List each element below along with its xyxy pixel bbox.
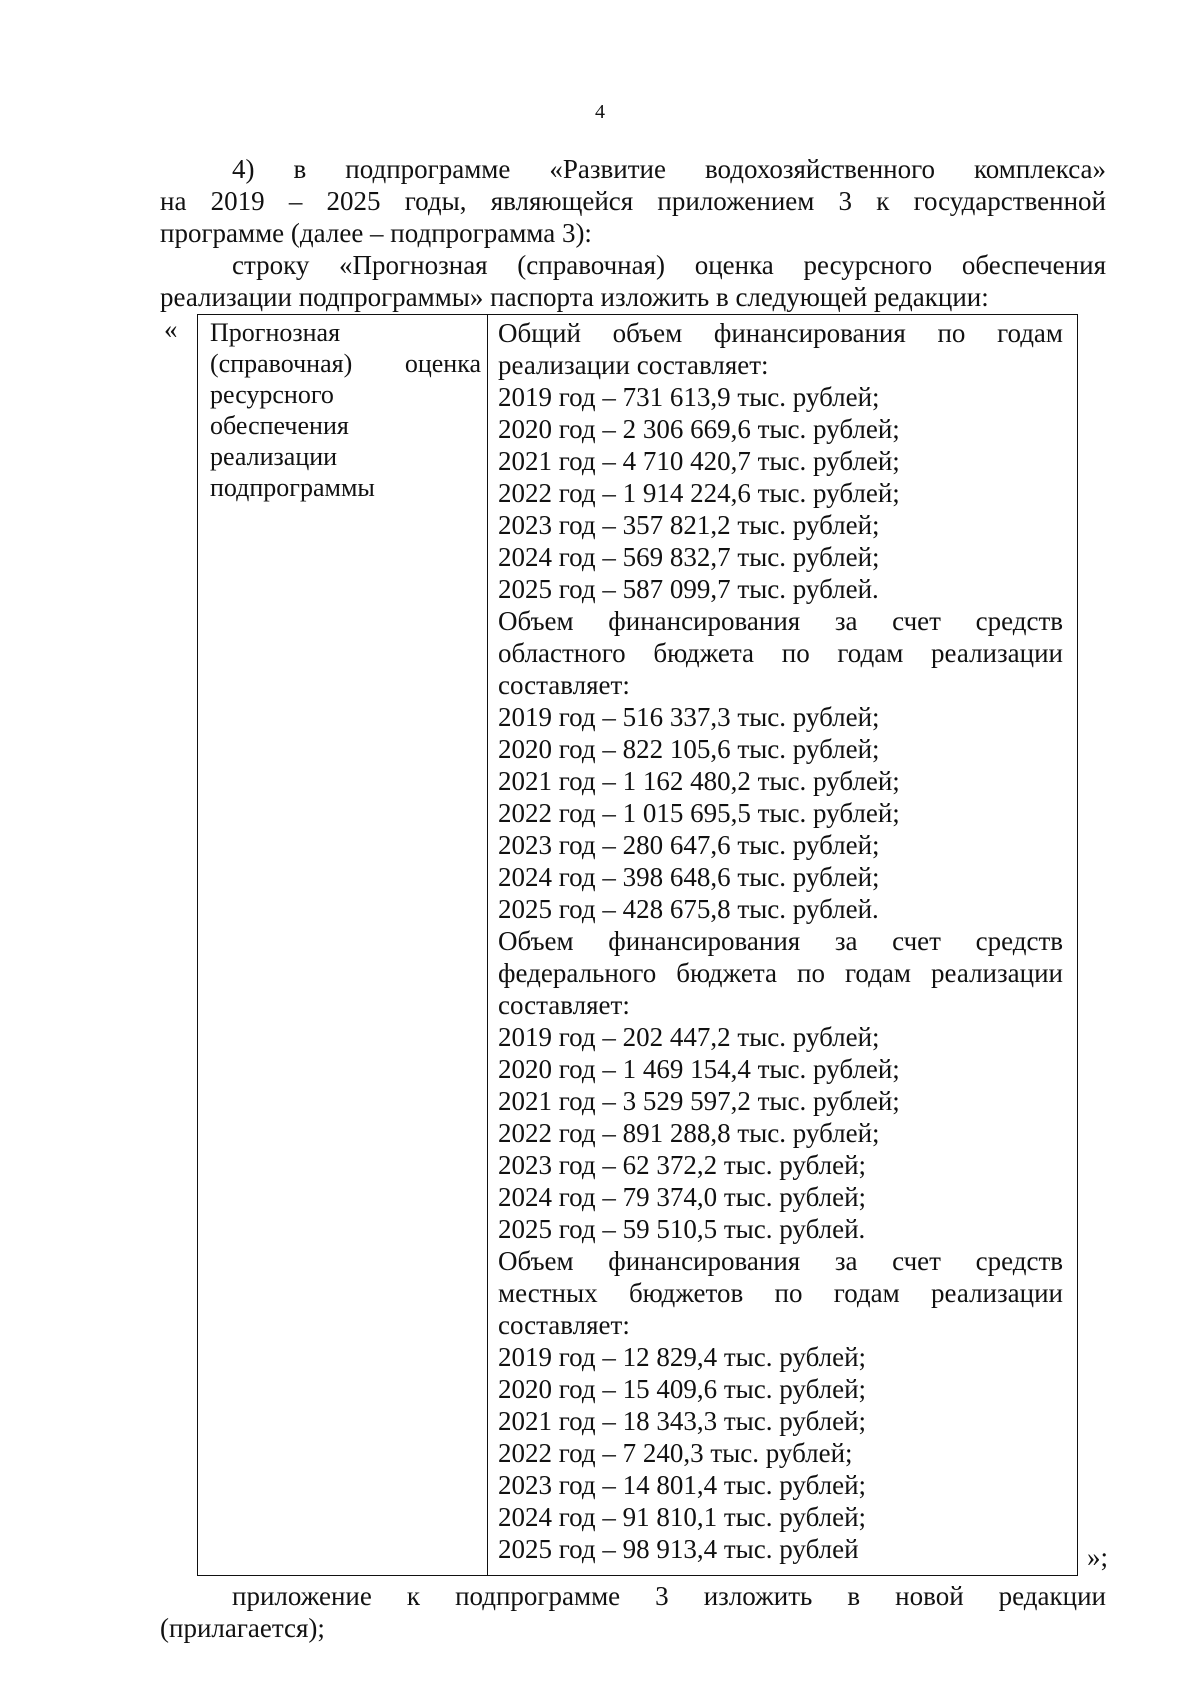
funding-year-line: 2022 год – 1 914 224,6 тыс. рублей;: [498, 478, 900, 508]
funding-heading-line: федерального бюджета по годам реализации: [498, 958, 1063, 988]
funding-year-line: 2024 год – 398 648,6 тыс. рублей;: [498, 862, 880, 892]
table-value-cell: [488, 315, 1077, 1575]
funding-year-line: 2022 год – 1 015 695,5 тыс. рублей;: [498, 798, 900, 828]
funding-year-line: 2025 год – 587 099,7 тыс. рублей.: [498, 574, 879, 604]
text-line: на 2019 – 2025 годы, являющейся приложением 3 к государственной: [160, 186, 1106, 216]
federal-funding-block: [498, 925, 1063, 1245]
funding-year-line: 2021 год – 4 710 420,7 тыс. рублей;: [498, 446, 900, 476]
funding-year-line: 2023 год – 62 372,2 тыс. рублей;: [498, 1150, 867, 1180]
funding-year-line: 2020 год – 1 469 154,4 тыс. рублей;: [498, 1054, 900, 1084]
funding-heading-line: реализации составляет:: [498, 350, 769, 380]
local-funding-block: [498, 1245, 1063, 1565]
label-line: подпрограммы: [210, 473, 375, 502]
funding-heading-line: Объем финансирования за счет средств: [498, 606, 1063, 636]
label-line: реализации: [210, 442, 338, 471]
closing-quote: »;: [1087, 1542, 1109, 1572]
funding-year-line: 2022 год – 891 288,8 тыс. рублей;: [498, 1118, 880, 1148]
text-line: реализации подпрограммы» паспорта изложить в следующей редакции:: [160, 282, 989, 312]
funding-year-line: 2020 год – 2 306 669,6 тыс. рублей;: [498, 414, 900, 444]
total-funding-block: [498, 317, 1063, 605]
funding-year-line: 2019 год – 202 447,2 тыс. рублей;: [498, 1022, 880, 1052]
funding-year-line: 2019 год – 516 337,3 тыс. рублей;: [498, 702, 880, 732]
funding-heading-line: Объем финансирования за счет средств: [498, 926, 1063, 956]
funding-heading-line: составляет:: [498, 990, 630, 1020]
appendix-paragraph: [160, 1580, 1106, 1644]
page-number: 4: [595, 101, 605, 123]
funding-year-line: 2023 год – 14 801,4 тыс. рублей;: [498, 1470, 867, 1500]
funding-year-line: 2019 год – 731 613,9 тыс. рублей;: [498, 382, 880, 412]
funding-year-line: 2022 год – 7 240,3 тыс. рублей;: [498, 1438, 853, 1468]
funding-year-line: 2023 год – 280 647,6 тыс. рублей;: [498, 830, 880, 860]
funding-heading-line: составляет:: [498, 670, 630, 700]
funding-year-line: 2020 год – 15 409,6 тыс. рублей;: [498, 1374, 867, 1404]
funding-year-line: 2024 год – 569 832,7 тыс. рублей;: [498, 542, 880, 572]
funding-year-line: 2021 год – 18 343,3 тыс. рублей;: [498, 1406, 867, 1436]
funding-year-line: 2024 год – 91 810,1 тыс. рублей;: [498, 1502, 867, 1532]
regional-funding-block: [498, 605, 1063, 925]
label-line: (справочная) оценка: [210, 349, 481, 378]
text-line: 4) в подпрограмме «Развитие водохозяйственного комплекса»: [232, 154, 1106, 184]
funding-heading-line: Объем финансирования за счет средств: [498, 1246, 1063, 1276]
funding-year-line: 2021 год – 1 162 480,2 тыс. рублей;: [498, 766, 900, 796]
funding-heading-line: местных бюджетов по годам реализации: [498, 1278, 1063, 1308]
text-line: приложение к подпрограмме 3 изложить в новой редакции: [232, 1581, 1106, 1611]
funding-year-line: 2021 год – 3 529 597,2 тыс. рублей;: [498, 1086, 900, 1116]
text-line: строку «Прогнозная (справочная) оценка ресурсного обеспечения: [232, 250, 1106, 280]
funding-heading-line: составляет:: [498, 1310, 630, 1340]
row-instruction-paragraph: [160, 249, 1106, 313]
funding-year-line: 2019 год – 12 829,4 тыс. рублей;: [498, 1342, 867, 1372]
table-label-cell: [198, 315, 488, 1575]
label-line: ресурсного: [210, 380, 334, 409]
intro-paragraph: [160, 153, 1106, 249]
passport-table: [197, 314, 1078, 1576]
funding-year-line: 2023 год – 357 821,2 тыс. рублей;: [498, 510, 880, 540]
label-line: Прогнозная: [210, 318, 341, 347]
text-line: (прилагается);: [160, 1613, 325, 1643]
funding-year-line: 2020 год – 822 105,6 тыс. рублей;: [498, 734, 880, 764]
funding-year-line: 2025 год – 428 675,8 тыс. рублей.: [498, 894, 879, 924]
funding-year-line: 2025 год – 98 913,4 тыс. рублей: [498, 1534, 859, 1564]
funding-heading-line: областного бюджета по годам реализации: [498, 638, 1063, 668]
opening-quote: «: [164, 314, 178, 344]
funding-year-line: 2024 год – 79 374,0 тыс. рублей;: [498, 1182, 867, 1212]
label-line: обеспечения: [210, 411, 349, 440]
funding-heading-line: Общий объем финансирования по годам: [498, 318, 1063, 348]
text-line: программе (далее – подпрограмма 3):: [160, 218, 592, 248]
funding-year-line: 2025 год – 59 510,5 тыс. рублей.: [498, 1214, 866, 1244]
